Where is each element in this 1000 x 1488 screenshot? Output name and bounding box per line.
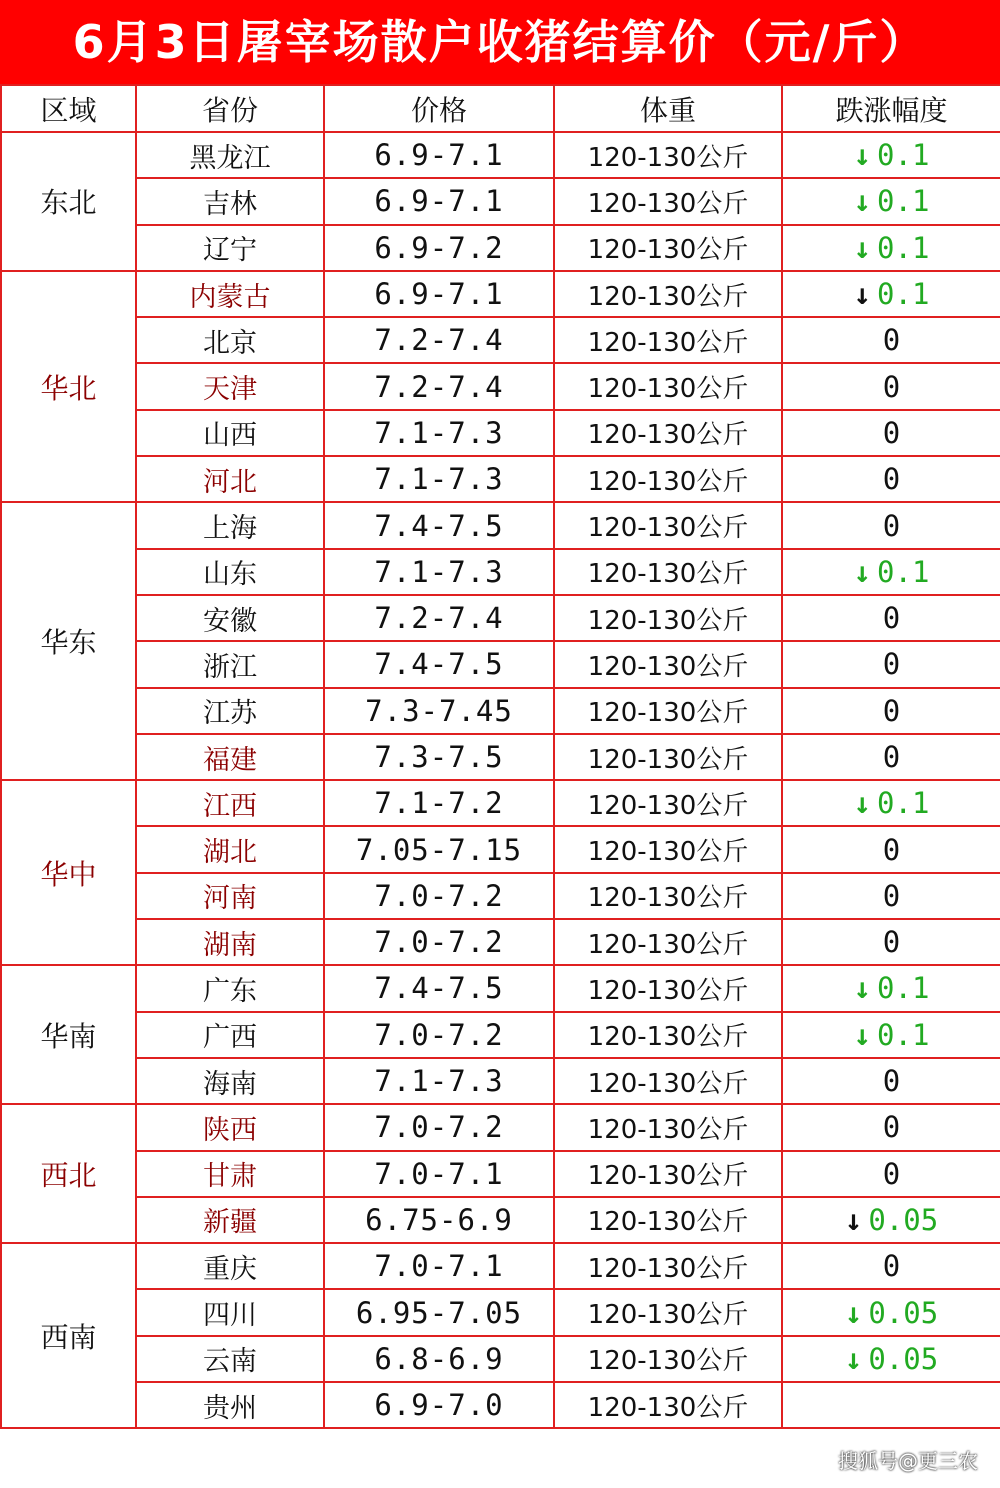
price-cell: 7.2-7.4 <box>324 363 554 409</box>
table-row <box>1 363 1000 409</box>
change-value: 0 <box>882 832 901 867</box>
weight-cell: 120-130公斤 <box>554 1197 782 1243</box>
change-value: 0 <box>882 925 901 960</box>
header-region: 区域 <box>1 85 136 132</box>
price-cell: 6.8-6.9 <box>324 1336 554 1382</box>
price-cell: 7.1-7.3 <box>324 410 554 456</box>
weight-cell: 120-130公斤 <box>554 549 782 595</box>
down-arrow-icon: ↓ <box>844 1295 863 1330</box>
price-cell: 7.0-7.2 <box>324 1104 554 1150</box>
table-row <box>1 919 1000 965</box>
change-value: 0.1 <box>877 138 930 173</box>
change-cell <box>782 1012 1000 1058</box>
table-row <box>1 317 1000 363</box>
price-table <box>0 84 1000 1429</box>
province-cell: 云南 <box>136 1336 324 1382</box>
province-cell: 贵州 <box>136 1382 324 1428</box>
weight-cell: 120-130公斤 <box>554 688 782 734</box>
province-cell: 江西 <box>136 780 324 826</box>
down-arrow-icon: ↓ <box>853 138 872 173</box>
region-cell: 华东 <box>1 502 136 780</box>
weight-cell: 120-130公斤 <box>554 1336 782 1382</box>
change-value: 0.1 <box>877 184 930 219</box>
province-cell: 吉林 <box>136 178 324 224</box>
change-value: 0 <box>882 601 901 636</box>
change-value: 0.1 <box>877 971 930 1006</box>
change-value: 0.1 <box>877 786 930 821</box>
change-cell <box>782 1104 1000 1150</box>
table-row <box>1 873 1000 919</box>
change-cell <box>782 734 1000 780</box>
table-row <box>1 1243 1000 1289</box>
price-cell: 7.05-7.15 <box>324 826 554 872</box>
table-row <box>1 1382 1000 1428</box>
change-value: 0.1 <box>877 554 930 589</box>
change-value: 0.05 <box>868 1341 939 1376</box>
table-row <box>1 1104 1000 1150</box>
price-cell: 6.95-7.05 <box>324 1289 554 1335</box>
table-row <box>1 502 1000 548</box>
price-cell: 7.1-7.3 <box>324 456 554 502</box>
header-weight: 体重 <box>554 85 782 132</box>
change-cell <box>782 965 1000 1011</box>
change-cell <box>782 1243 1000 1289</box>
change-cell <box>782 873 1000 919</box>
weight-cell: 120-130公斤 <box>554 456 782 502</box>
down-arrow-icon: ↓ <box>853 230 872 265</box>
down-arrow-icon: ↓ <box>844 1341 863 1376</box>
price-cell: 7.4-7.5 <box>324 965 554 1011</box>
region-cell: 西北 <box>1 1104 136 1243</box>
region-cell: 华南 <box>1 965 136 1104</box>
table-row <box>1 178 1000 224</box>
change-cell <box>782 271 1000 317</box>
weight-cell: 120-130公斤 <box>554 271 782 317</box>
price-cell: 7.1-7.2 <box>324 780 554 826</box>
province-cell: 重庆 <box>136 1243 324 1289</box>
weight-cell: 120-130公斤 <box>554 1382 782 1428</box>
price-cell: 7.4-7.5 <box>324 641 554 687</box>
price-cell: 7.0-7.2 <box>324 1012 554 1058</box>
weight-cell: 120-130公斤 <box>554 1243 782 1289</box>
province-cell: 黑龙江 <box>136 132 324 178</box>
province-cell: 广西 <box>136 1012 324 1058</box>
price-cell: 7.4-7.5 <box>324 502 554 548</box>
province-cell: 海南 <box>136 1058 324 1104</box>
price-cell: 6.9-7.0 <box>324 1382 554 1428</box>
province-cell: 内蒙古 <box>136 271 324 317</box>
province-cell: 湖北 <box>136 826 324 872</box>
weight-cell: 120-130公斤 <box>554 873 782 919</box>
change-cell <box>782 1058 1000 1104</box>
change-cell <box>782 410 1000 456</box>
change-value: 0 <box>882 647 901 682</box>
change-value: 0.1 <box>877 1017 930 1052</box>
change-cell <box>782 826 1000 872</box>
price-cell: 7.1-7.3 <box>324 549 554 595</box>
weight-cell: 120-130公斤 <box>554 1289 782 1335</box>
change-value: 0 <box>882 878 901 913</box>
table-row <box>1 271 1000 317</box>
down-arrow-icon: ↓ <box>853 786 872 821</box>
change-value: 0 <box>882 1249 901 1284</box>
weight-cell: 120-130公斤 <box>554 132 782 178</box>
table-row <box>1 549 1000 595</box>
weight-cell: 120-130公斤 <box>554 317 782 363</box>
change-cell <box>782 456 1000 502</box>
change-value: 0 <box>882 323 901 358</box>
region-cell: 东北 <box>1 132 136 271</box>
price-cell: 7.3-7.5 <box>324 734 554 780</box>
province-cell: 陕西 <box>136 1104 324 1150</box>
region-cell: 华北 <box>1 271 136 502</box>
weight-cell: 120-130公斤 <box>554 965 782 1011</box>
down-arrow-icon: ↓ <box>853 554 872 589</box>
table-row <box>1 1058 1000 1104</box>
province-cell: 新疆 <box>136 1197 324 1243</box>
table-row <box>1 456 1000 502</box>
province-cell: 湖南 <box>136 919 324 965</box>
price-cell: 7.1-7.3 <box>324 1058 554 1104</box>
province-cell: 浙江 <box>136 641 324 687</box>
change-value: 0 <box>882 693 901 728</box>
change-cell <box>782 595 1000 641</box>
weight-cell: 120-130公斤 <box>554 595 782 641</box>
change-cell <box>782 132 1000 178</box>
weight-cell: 120-130公斤 <box>554 826 782 872</box>
change-value: 0 <box>882 462 901 497</box>
weight-cell: 120-130公斤 <box>554 919 782 965</box>
weight-cell: 120-130公斤 <box>554 410 782 456</box>
price-cell: 6.75-6.9 <box>324 1197 554 1243</box>
province-cell: 四川 <box>136 1289 324 1335</box>
province-cell: 山东 <box>136 549 324 595</box>
province-cell: 辽宁 <box>136 225 324 271</box>
table-body <box>1 132 1000 1428</box>
header-change: 跌涨幅度 <box>782 85 1000 132</box>
change-value: 0.1 <box>877 277 930 312</box>
change-cell <box>782 688 1000 734</box>
province-cell: 河南 <box>136 873 324 919</box>
region-cell: 华中 <box>1 780 136 965</box>
table-row <box>1 410 1000 456</box>
province-cell: 北京 <box>136 317 324 363</box>
weight-cell: 120-130公斤 <box>554 225 782 271</box>
weight-cell: 120-130公斤 <box>554 1151 782 1197</box>
province-cell: 福建 <box>136 734 324 780</box>
change-value: 0.1 <box>877 230 930 265</box>
table-row <box>1 1336 1000 1382</box>
province-cell: 上海 <box>136 502 324 548</box>
province-cell: 广东 <box>136 965 324 1011</box>
table-row <box>1 132 1000 178</box>
change-value: 0 <box>882 1156 901 1191</box>
change-cell <box>782 1197 1000 1243</box>
weight-cell: 120-130公斤 <box>554 363 782 409</box>
weight-cell: 120-130公斤 <box>554 1104 782 1150</box>
header-province: 省份 <box>136 85 324 132</box>
province-cell: 河北 <box>136 456 324 502</box>
down-arrow-icon: ↓ <box>844 1202 863 1237</box>
change-cell <box>782 1151 1000 1197</box>
price-cell: 6.9-7.1 <box>324 178 554 224</box>
table-row <box>1 225 1000 271</box>
header-price: 价格 <box>324 85 554 132</box>
change-value: 0 <box>882 369 901 404</box>
price-cell: 6.9-7.1 <box>324 271 554 317</box>
change-cell <box>782 363 1000 409</box>
change-cell <box>782 502 1000 548</box>
change-cell <box>782 225 1000 271</box>
change-value: 0.05 <box>868 1295 939 1330</box>
change-value: 0 <box>882 1064 901 1099</box>
change-value: 0 <box>882 508 901 543</box>
weight-cell: 120-130公斤 <box>554 1012 782 1058</box>
province-cell: 安徽 <box>136 595 324 641</box>
change-value: 0 <box>882 415 901 450</box>
change-value: 0 <box>882 1110 901 1145</box>
down-arrow-icon: ↓ <box>853 971 872 1006</box>
weight-cell: 120-130公斤 <box>554 641 782 687</box>
table-header-row <box>1 85 1000 132</box>
watermark: 搜狐号@更三农 <box>838 1449 978 1473</box>
price-cell: 6.9-7.1 <box>324 132 554 178</box>
change-cell <box>782 549 1000 595</box>
price-cell: 6.9-7.2 <box>324 225 554 271</box>
change-value: 0.05 <box>868 1202 939 1237</box>
change-cell <box>782 317 1000 363</box>
table-row <box>1 1151 1000 1197</box>
table-row <box>1 734 1000 780</box>
price-cell: 7.2-7.4 <box>324 317 554 363</box>
weight-cell: 120-130公斤 <box>554 178 782 224</box>
change-cell <box>782 178 1000 224</box>
price-cell: 7.0-7.1 <box>324 1243 554 1289</box>
price-cell: 7.0-7.2 <box>324 919 554 965</box>
table-row <box>1 1012 1000 1058</box>
weight-cell: 120-130公斤 <box>554 1058 782 1104</box>
price-cell: 7.0-7.2 <box>324 873 554 919</box>
change-cell <box>782 1289 1000 1335</box>
province-cell: 江苏 <box>136 688 324 734</box>
weight-cell: 120-130公斤 <box>554 734 782 780</box>
change-cell <box>782 919 1000 965</box>
down-arrow-icon: ↓ <box>853 1017 872 1052</box>
price-cell: 7.0-7.1 <box>324 1151 554 1197</box>
change-cell <box>782 780 1000 826</box>
page-title: 6月3日屠宰场散户收猪结算价（元/斤） <box>0 0 1000 84</box>
province-cell: 天津 <box>136 363 324 409</box>
table-row <box>1 780 1000 826</box>
table-row <box>1 1289 1000 1335</box>
down-arrow-icon: ↓ <box>853 277 872 312</box>
region-cell: 西南 <box>1 1243 136 1428</box>
table-row <box>1 965 1000 1011</box>
table-row <box>1 826 1000 872</box>
change-cell <box>782 1336 1000 1382</box>
table-row <box>1 595 1000 641</box>
weight-cell: 120-130公斤 <box>554 502 782 548</box>
change-cell <box>782 641 1000 687</box>
table-row <box>1 641 1000 687</box>
change-cell <box>782 1382 1000 1428</box>
change-value: 0 <box>882 740 901 774</box>
price-cell: 7.2-7.4 <box>324 595 554 641</box>
table-row <box>1 688 1000 734</box>
weight-cell: 120-130公斤 <box>554 780 782 826</box>
province-cell: 甘肃 <box>136 1151 324 1197</box>
table-row <box>1 1197 1000 1243</box>
province-cell: 山西 <box>136 410 324 456</box>
price-cell: 7.3-7.45 <box>324 688 554 734</box>
down-arrow-icon: ↓ <box>853 184 872 219</box>
